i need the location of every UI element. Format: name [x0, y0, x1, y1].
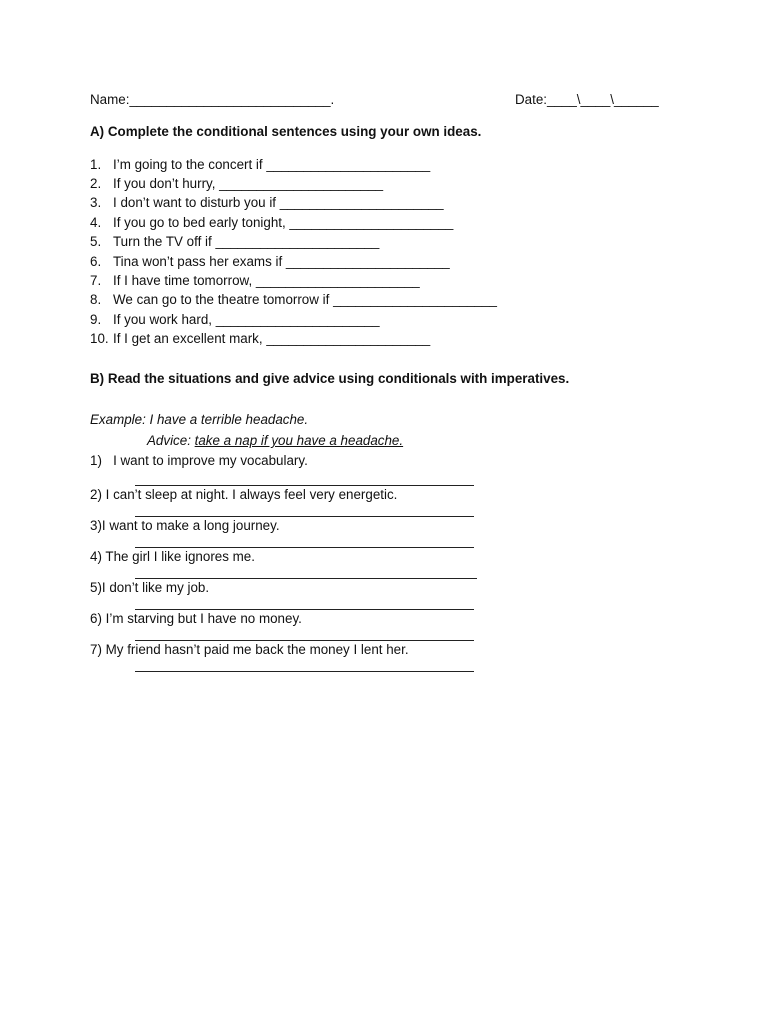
name-field-label: Name:___________________________. [90, 92, 335, 107]
situation-item: 7) My friend hasn’t paid me back the money I lent her. [90, 642, 409, 657]
list-item [90, 176, 383, 192]
item-number: 10. [90, 331, 109, 346]
item-number: 7. [90, 273, 102, 288]
item-text: If you don’t hurry, ______________________ [113, 176, 384, 191]
item-number: 4. [90, 215, 102, 230]
situation-item: 5)I don’t like my job. [90, 580, 210, 595]
answer-line [135, 516, 474, 517]
advice-text: take a nap if you have a headache. [194, 433, 404, 448]
list-item [90, 195, 444, 211]
item-text: Turn the TV off if ______________________ [113, 234, 380, 249]
situation-item: 1) I want to improve my vocabulary. [90, 453, 308, 468]
item-number: 8. [90, 292, 102, 307]
answer-line [135, 640, 474, 641]
item-text: Tina won’t pass her exams if ______________________ [113, 254, 450, 269]
item-number: 5. [90, 234, 102, 249]
item-text: If you work hard, ______________________ [113, 312, 380, 327]
list-item [90, 254, 450, 270]
section-a-heading: A) Complete the conditional sentences using your own ideas. [90, 124, 482, 139]
item-text: We can go to the theatre tomorrow if ______________________ [113, 292, 497, 307]
item-number: 3. [90, 195, 102, 210]
list-item [90, 331, 430, 347]
example-sentence: Example: I have a terrible headache. [90, 412, 309, 427]
item-number: 1. [90, 157, 102, 172]
item-text: If I have time tomorrow, ______________________ [113, 273, 420, 288]
answer-line [135, 609, 474, 610]
situation-item: 6) I’m starving but I have no money. [90, 611, 302, 626]
situation-item: 2) I can’t sleep at night. I always feel very energetic. [90, 487, 398, 502]
advice-label: Advice: [147, 433, 195, 448]
list-item [90, 292, 497, 308]
list-item [90, 312, 380, 328]
item-number: 9. [90, 312, 102, 327]
answer-line [135, 547, 474, 548]
list-item [90, 157, 430, 173]
item-number: 6. [90, 254, 102, 269]
situation-item: 3)I want to make a long journey. [90, 518, 280, 533]
item-text: If I get an excellent mark, ______________________ [113, 331, 431, 346]
item-number: 2. [90, 176, 102, 191]
section-b-heading: B) Read the situations and give advice using conditionals with imperatives. [90, 371, 570, 386]
item-text: I don’t want to disturb you if ______________________ [113, 195, 444, 210]
example-advice [147, 433, 403, 449]
item-text: If you go to bed early tonight, ______________________ [113, 215, 454, 230]
situation-item: 4) The girl I like ignores me. [90, 549, 255, 564]
list-item [90, 215, 453, 231]
list-item [90, 273, 420, 289]
answer-line [135, 485, 474, 486]
date-field-label: Date:____\____\______ [515, 92, 659, 107]
list-item [90, 234, 379, 250]
answer-line [135, 578, 477, 579]
item-text: I’m going to the concert if ______________________ [113, 157, 431, 172]
answer-line [135, 671, 474, 672]
